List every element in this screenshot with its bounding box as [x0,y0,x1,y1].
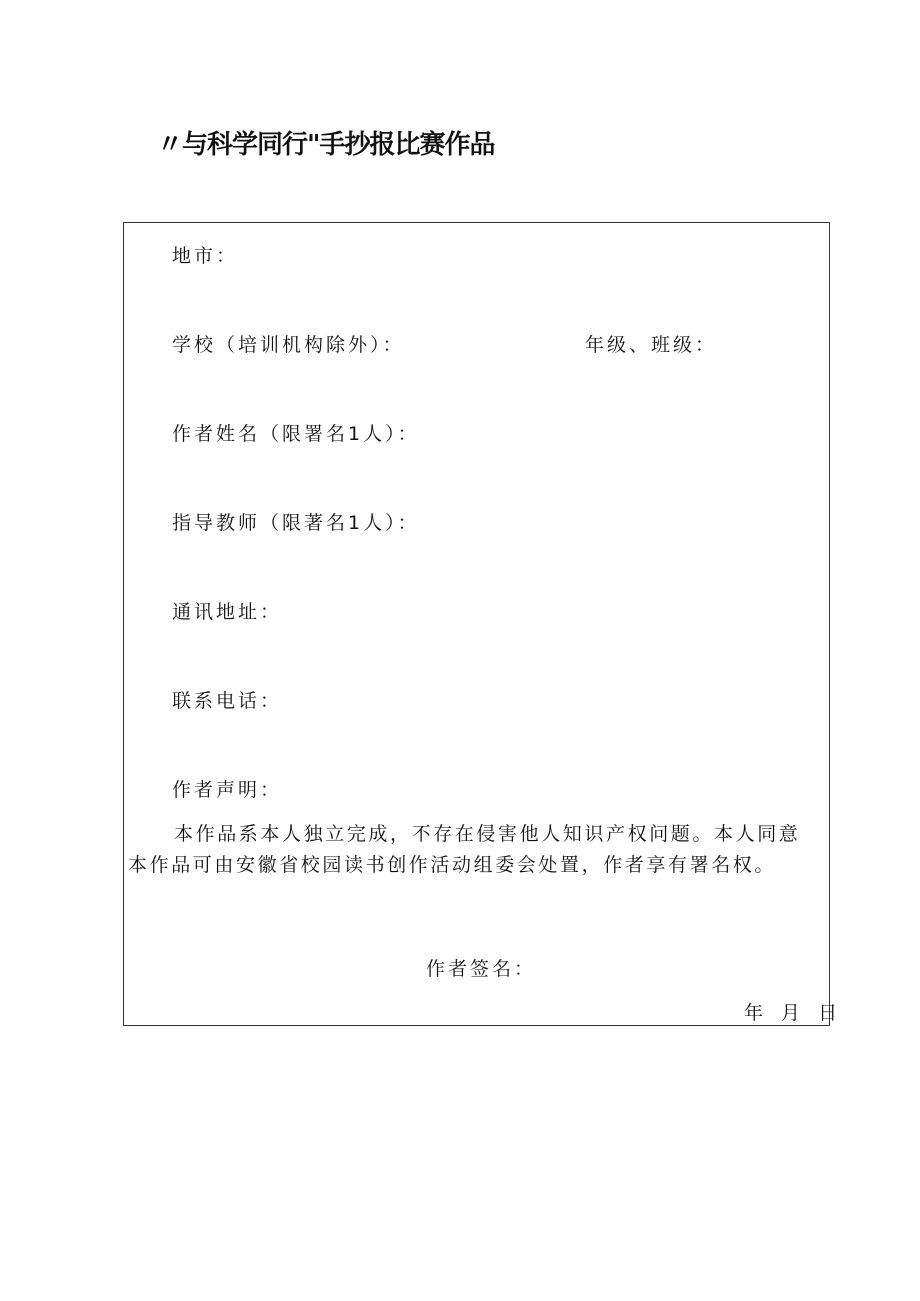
author-name-label: 作者姓名（限署名1人）： [172,423,420,445]
city-label: 地市： [172,245,239,267]
entry-form [123,222,841,1026]
declaration-text: 本作品系本人独立完成，不存在侵害他人知识产权问题。本人同意 本作品可由安徽省校园读书创作活动组委会处置，作者享有署名权。 [128,823,801,876]
address-label: 通讯地址： [172,601,283,623]
signature-label: 作者签名： [426,958,537,980]
school-label: 学校（培训机构除外）： [172,334,405,356]
page-title: 〃与科学同行"手抄报比赛作品 [157,130,495,160]
teacher-label: 指导教师（限著名1人）： [172,512,420,534]
date-label: 年 月 日 [744,1002,841,1024]
declaration-label: 作者声明： [172,779,283,801]
grade-class-label: 年级、班级： [585,334,718,356]
phone-label: 联系电话： [172,690,283,712]
